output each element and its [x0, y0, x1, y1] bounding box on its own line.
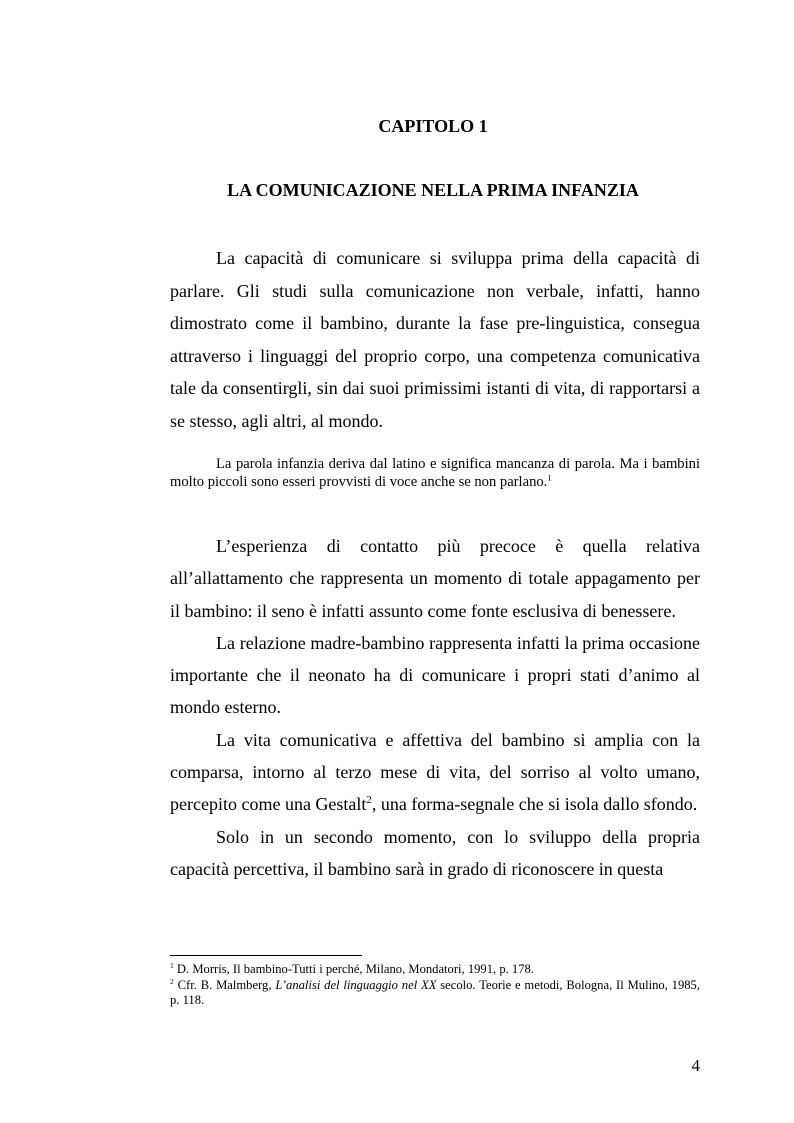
footnote-ref-2: 2 [366, 794, 372, 807]
footnote-2 [170, 978, 700, 1009]
footnote-2-number: 2 [170, 976, 174, 986]
footnote-1 [170, 962, 700, 978]
paragraph-1: La capacità di comunicare si sviluppa prima della capacità di parlare. Gli studi sulla comunicazione non verbale, infatti, hanno dimostrato come il bambino, durante la fase pre-linguistica, consegua attraverso i linguaggi del proprio corpo, una competenza comunicativa tale da consentirgli, sin dai suoi primissimi istanti di vita, di rapportarsi a se stesso, agli altri, al mondo. [170, 248, 700, 431]
body-section-1 [170, 242, 700, 438]
footnotes [170, 962, 700, 1009]
quote-paragraph [170, 456, 700, 491]
paragraph-3: La relazione madre-bambino rappresenta infatti la prima occasione importante che il neonato ha di comunicare i propri stati d’animo al mondo esterno. [170, 632, 700, 718]
chapter-label: CAPITOLO 1 [378, 116, 488, 136]
block-quote [170, 456, 700, 491]
footnote-1-number: 1 [170, 961, 174, 971]
footnote-1-text: D. Morris, Il bambino-Tutti i perché, Milano, Mondatori, 1991, p. 178. [173, 962, 534, 976]
footnote-2-book-title: L’analisi del linguaggio nel XX [275, 977, 437, 992]
footnote-2-text-a: Cfr. B. Malmberg, [173, 977, 276, 992]
paragraph-4 [170, 724, 700, 821]
page-number: 4 [691, 1056, 700, 1075]
chapter-title: LA COMUNICAZIONE NELLA PRIMA INFANZIA [227, 180, 639, 200]
paragraph-4-text-a: La vita comunicativa e affettiva del bambino si amplia con la comparsa, intorno al terzo mese di vita, del sorriso al volto umano, percepito come una Gestalt [170, 729, 700, 815]
body-section-2 [170, 530, 700, 885]
paragraph-4-text-b: , una forma-segnale che si isola dallo sfondo. [371, 794, 698, 815]
footnote-2-text-b: secolo. Teorie e metodi, Bologna, Il Mulino, 1985, p. 118. [170, 977, 700, 1007]
quote-text: La parola infanzia deriva dal latino e significa mancanza di parola. Ma i bambini molto piccoli sono esseri provvisti di voce anche se non parlano. [170, 456, 700, 490]
footnote-ref-1: 1 [547, 471, 552, 482]
paragraph-2: L’esperienza di contatto più precoce è quella relativa all’allattamento che rappresenta un momento di totale appagamento per il bambino: il seno è infatti assunto come fonte esclusiva di benessere. [170, 536, 700, 621]
paragraph-5: Solo in un secondo momento, con lo sviluppo della propria capacità percettiva, il bambino sarà in grado di riconoscere in questa [170, 826, 700, 879]
footnote-separator [170, 955, 362, 956]
